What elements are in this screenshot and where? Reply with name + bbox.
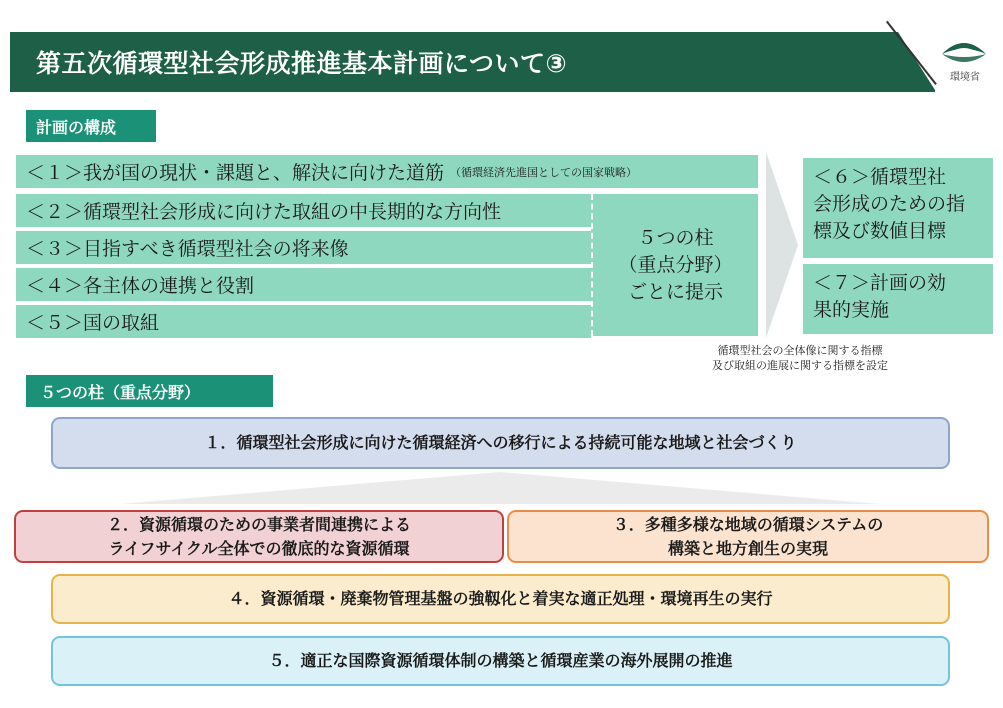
structure-row-1-text: ＜１＞我が国の現状・課題と、解決に向けた道筋 [26,162,445,184]
structure-row-3-text: ＜３＞目指すべき循環型社会の将来像 [26,238,349,260]
pillar-5-text: ５．適正な国際資源循環体制の構築と循環産業の海外展開の推進 [268,651,733,670]
structure-row-1 [16,155,758,188]
pillar-3-line: ３．多種多様な地域の循環システムの [612,514,884,534]
pillar-2 [14,510,504,563]
pillar-2-line: ライフサイクル全体での徹底的な資源循環 [108,538,410,558]
pillar-5 [51,636,950,686]
pillar-summary-line: （重点分野） [618,253,733,276]
structure-box-6 [803,158,993,258]
page-title: 第五次循環型社会形成推進基本計画について③ [36,49,568,78]
structure-row-4 [16,268,591,301]
structure-box-7-line: 果的実施 [813,299,890,321]
pillar-summary-line: ５つの柱 [637,226,714,249]
pillar-2-line: ２．資源循環のための事業者間連携による [106,514,411,534]
arrow-right-icon [766,152,798,338]
title-underline [10,90,935,92]
pillars-label: ５つの柱（重点分野） [26,375,273,407]
structure-box-6-line: 標及び数値目標 [813,220,947,242]
pillar-3-line: 構築と地方創生の実現 [667,538,828,558]
pillar-4-text: ４．資源循環・廃棄物管理基盤の強靱化と着実な適正処理・環境再生の実行 [228,589,773,608]
structure-box-6-line: 会形成のための指 [813,193,966,215]
pillar-summary-box [591,194,758,336]
indicator-note-line: 循環型社会の全体像に関する指標 [717,344,883,357]
structure-row-3 [16,231,591,264]
structure-box-6-line: ＜６＞循環型社 [813,166,947,188]
structure-box-7-line: ＜７＞計画の効 [813,272,947,294]
indicator-note-line: 及び取組の進展に関する指標を設定 [712,359,888,372]
pillar-1 [51,417,950,469]
structure-box-7 [803,264,993,334]
indicator-note [690,343,910,373]
structure-row-2 [16,194,591,227]
pillar-summary-line: ごとに提示 [627,280,723,303]
structure-row-5-text: ＜５＞国の取組 [26,312,160,334]
logo-text: 環境省 [950,72,980,83]
pillar-3 [507,510,989,563]
structure-row-5 [16,305,591,338]
roof-shape [120,472,880,504]
structure-row-2-text: ＜２＞循環型社会形成に向けた取組の中長期的な方向性 [26,201,502,223]
structure-row-1-note: （循環経済先進国としての国家戦略） [450,165,638,179]
pillar-1-text: １．循環型社会形成に向けた循環経済への移行による持続可能な地域と社会づくり [204,433,797,452]
structure-row-4-text: ＜４＞各主体の連携と役割 [26,275,255,297]
structure-label: 計画の構成 [26,110,156,142]
pillar-4 [51,574,950,624]
